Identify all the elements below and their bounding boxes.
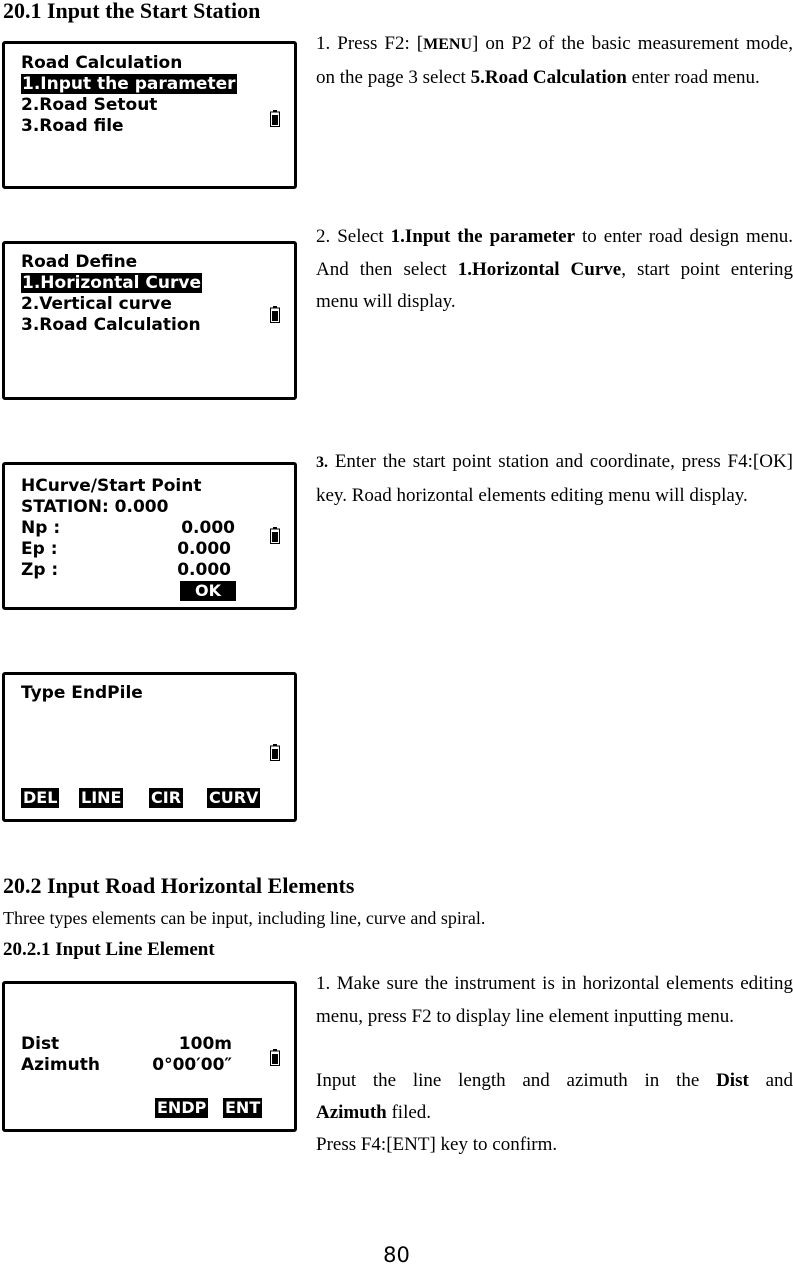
np-label: Np :	[21, 518, 61, 538]
menu-item-road-setout[interactable]: 2.Road Setout	[21, 95, 158, 115]
line-softkey[interactable]: LINE	[81, 788, 122, 807]
battery-icon	[270, 306, 280, 323]
ent-softkey[interactable]: ENT	[225, 1098, 261, 1117]
menu-key-label: MENU	[423, 36, 473, 53]
battery-icon	[270, 744, 280, 761]
ep-value[interactable]: 0.000	[177, 539, 231, 559]
station-field[interactable]: STATION: 0.000	[21, 497, 169, 517]
menu-item-road-calculation[interactable]: 3.Road Calculation	[21, 315, 201, 335]
menu-item-input-parameter[interactable]	[21, 74, 237, 95]
azimuth-label: Azimuth	[21, 1055, 100, 1075]
battery-icon	[270, 527, 280, 544]
ok-softkey[interactable]: OK	[180, 581, 236, 601]
line-element-step-3: Press F4:[ENT] key to confirm.	[316, 1134, 558, 1155]
ep-label: Ep :	[21, 539, 58, 559]
lcd-screen-road-calculation	[2, 41, 297, 189]
battery-icon	[270, 110, 280, 127]
cir-softkey[interactable]: CIR	[151, 788, 182, 807]
step-3-description: 3. Enter the start point station and coordinate, press F4:[OK] key. Road horizontal elements editing menu will display.	[316, 451, 793, 506]
zp-label: Zp :	[21, 560, 59, 580]
screen-title: Type EndPile	[21, 683, 143, 703]
battery-icon	[270, 1049, 280, 1066]
screen-title: HCurve/Start Point	[21, 476, 202, 496]
lcd-screen-line-element	[2, 981, 297, 1132]
np-value[interactable]: 0.000	[181, 518, 235, 538]
line-element-step-2a: Input the line length and azimuth in the Dist and	[316, 1070, 793, 1091]
menu-item-road-file[interactable]: 3.Road file	[21, 116, 124, 136]
step-2-description: 2. Select 1.Input the parameter to enter road design menu. And then select 1.Horizontal Curve, start point entering menu will display.	[316, 226, 793, 312]
endp-softkey[interactable]: ENDP	[157, 1098, 207, 1117]
menu-item-horizontal-curve[interactable]	[21, 273, 202, 294]
lcd-screen-type-endpile	[2, 672, 297, 822]
curv-softkey[interactable]: CURV	[209, 788, 259, 807]
section-title-20-2: 20.2 Input Road Horizontal Elements	[3, 873, 355, 898]
dist-value[interactable]: 100m	[178, 1034, 232, 1054]
step-1-description: 1. Press F2: [MENU] on P2 of the basic measurement mode, on the page 3 select 5.Road Calculation enter road menu.	[316, 33, 793, 88]
del-softkey[interactable]: DEL	[23, 788, 58, 807]
line-element-step-1: 1. Make sure the instrument is in horizontal elements editing menu, press F2 to display line element inputting menu.	[316, 973, 793, 1027]
section-intro: Three types elements can be input, including line, curve and spiral.	[3, 908, 486, 928]
highlighted-menu-label: 1.Horizontal Curve	[22, 273, 201, 293]
dist-label: Dist	[21, 1034, 60, 1054]
section-title-20-1: 20.1 Input the Start Station	[3, 0, 261, 23]
screen-title: Road Define	[21, 252, 138, 272]
lcd-screen-road-define	[2, 241, 297, 400]
subsection-title-20-2-1: 20.2.1 Input Line Element	[3, 939, 215, 960]
menu-item-vertical-curve[interactable]: 2.Vertical curve	[21, 294, 172, 314]
zp-value[interactable]: 0.000	[177, 560, 231, 580]
lcd-screen-hcurve-start-point	[2, 462, 297, 610]
screen-title: Road Calculation	[21, 53, 183, 73]
highlighted-menu-label: 1.Input the parameter	[22, 74, 236, 94]
page-number: 80	[383, 1243, 410, 1267]
azimuth-value[interactable]: 0°00′00″	[152, 1055, 232, 1075]
line-element-step-2b: Azimuth filed.	[316, 1102, 432, 1123]
